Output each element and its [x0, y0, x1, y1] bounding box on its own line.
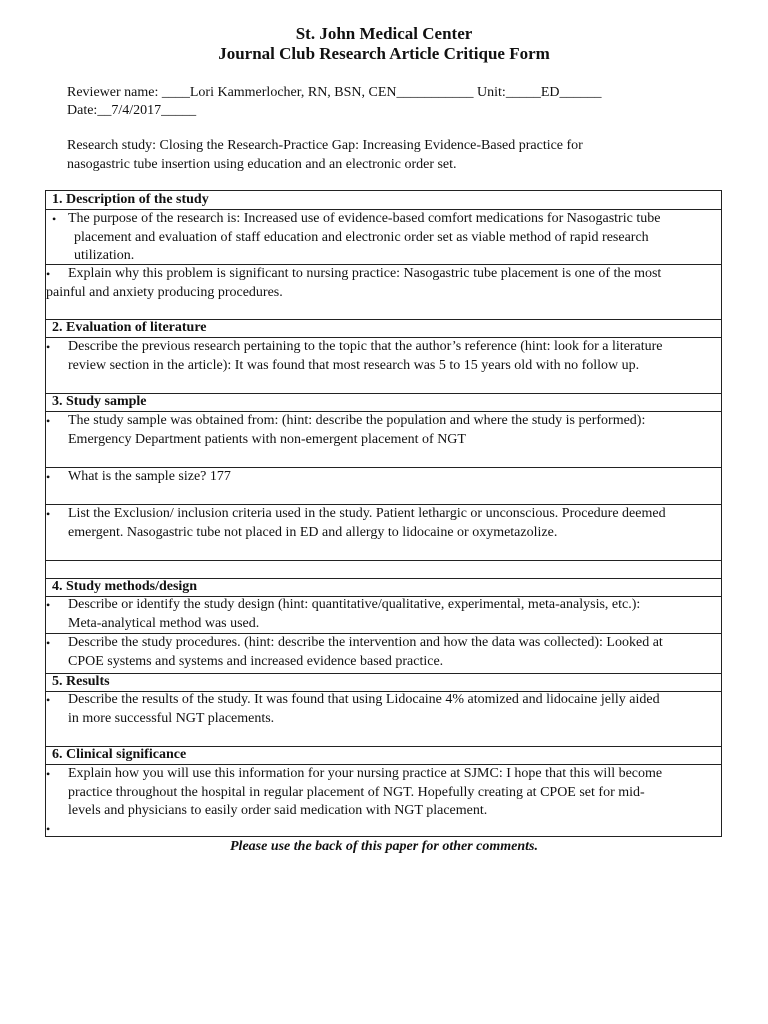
sample-obtained-line-2: Emergency Department patients with non-emergent placement of NGT [68, 431, 466, 447]
section-title-literature: 2. Evaluation of literature [52, 320, 207, 335]
organization-title: St. John Medical Center [295, 24, 473, 43]
results-row [46, 691, 721, 747]
criteria-text [46, 505, 713, 542]
significance-line-1: Explain why this problem is significant to nursing practice: Nasogastric tube placement is one of the most [68, 266, 662, 281]
design-line-2: Meta-analytical method was used. [68, 615, 260, 631]
sample-size-text [46, 468, 713, 487]
section-title-sample: 3. Study sample [52, 394, 147, 409]
bullet-icon: • [52, 212, 57, 226]
section-title-results: 5. Results [52, 674, 110, 689]
research-study-line-1: Research study: Closing the Research-Practice Gap: Increasing Evidence-Based practice for [67, 138, 583, 153]
footnote: Please use the back of this paper for other comments. [230, 839, 538, 854]
bullet-icon: • [46, 340, 51, 354]
clinical-text [46, 765, 713, 836]
section-title-clinical: 6. Clinical significance [52, 747, 187, 762]
sample-obtained-row [46, 411, 721, 468]
criteria-row [46, 504, 721, 561]
sample-obtained-line-1: The study sample was obtained from: (hint: describe the population and where the study is performed): [68, 413, 646, 428]
empty-bullet-icon: • [46, 822, 51, 836]
sample-size-line: What is the sample size? 177 [68, 469, 231, 484]
results-text [46, 691, 713, 728]
results-line-1: Describe the results of the study. It was found that using Lidocaine 4% atomized and lidocaine jelly aided [68, 692, 660, 707]
section-header-methods [46, 578, 721, 597]
form-title: Journal Club Research Article Critique Form [218, 44, 550, 63]
bullet-icon: • [46, 507, 51, 521]
critique-table [45, 190, 722, 837]
design-line-1: Describe or identify the study design (hint: quantitative/qualitative, experimental, meta-analysis, etc.): [68, 597, 641, 612]
procedures-line-2: CPOE systems and systems and increased evidence based practice. [68, 653, 444, 669]
sample-size-row [46, 467, 721, 505]
literature-line-2: review section in the article): It was found that most research was 5 to 15 years old with no follow up. [68, 357, 640, 373]
design-row [46, 596, 721, 634]
bullet-icon: • [46, 636, 51, 650]
section-title-description: 1. Description of the study [52, 192, 209, 207]
purpose-text [52, 210, 713, 266]
procedures-row [46, 633, 721, 674]
procedures-text [46, 634, 713, 671]
blank-row [46, 560, 721, 579]
section-header-results [46, 673, 721, 692]
literature-text [46, 338, 713, 375]
section-header-literature [46, 319, 721, 338]
section-header-sample [46, 393, 721, 412]
significance-line-2: painful and anxiety producing procedures. [46, 284, 283, 300]
criteria-line-1: List the Exclusion/ inclusion criteria used in the study. Patient lethargic or unconscious. Procedure deemed [68, 506, 666, 521]
clinical-row [46, 764, 721, 836]
section-header-clinical [46, 746, 721, 765]
sample-obtained-text [46, 412, 713, 449]
bullet-icon: • [46, 470, 51, 484]
design-text [46, 596, 713, 633]
results-line-2: in more successful NGT placements. [68, 710, 275, 726]
purpose-line-2: placement and evaluation of staff education and electronic order set as viable method of rapid research [74, 229, 649, 245]
clinical-line-2: practice throughout the hospital in regular placement of NGT. Hopefully creating at CPOE set for mid- [68, 784, 645, 800]
purpose-line-3: utilization. [74, 248, 135, 263]
procedures-line-1: Describe the study procedures. (hint: describe the intervention and how the data was collected): Looked at [68, 635, 663, 650]
significance-row [46, 264, 721, 320]
clinical-line-3: levels and physicians to easily order said medication with NGT placement. [68, 803, 488, 818]
date-line: Date:__7/4/2017_____ [67, 103, 197, 118]
literature-row [46, 337, 721, 394]
research-study-line-2: nasogastric tube insertion using education and an electronic order set. [67, 157, 457, 172]
section-header-description [46, 191, 721, 210]
bullet-icon: • [46, 767, 51, 781]
purpose-line-1: The purpose of the research is: Increased use of evidence-based comfort medications for Nasogastric tube [68, 211, 661, 226]
section-title-methods: 4. Study methods/design [52, 579, 198, 594]
significance-text [46, 265, 713, 302]
criteria-line-2: emergent. Nasogastric tube not placed in ED and allergy to lidocaine or oxymetazolize. [68, 524, 558, 540]
bullet-icon: • [46, 693, 51, 707]
reviewer-line: Reviewer name: ____Lori Kammerlocher, RN, BSN, CEN___________ Unit:_____ED______ [67, 85, 602, 100]
bullet-icon: • [46, 414, 51, 428]
clinical-line-1: Explain how you will use this information for your nursing practice at SJMC: I hope that this will become [68, 766, 663, 781]
bullet-icon: • [46, 267, 51, 281]
literature-line-1: Describe the previous research pertaining to the topic that the author’s reference (hint: look for a literature [68, 339, 663, 354]
purpose-row [46, 209, 721, 265]
bullet-icon: • [46, 598, 51, 612]
